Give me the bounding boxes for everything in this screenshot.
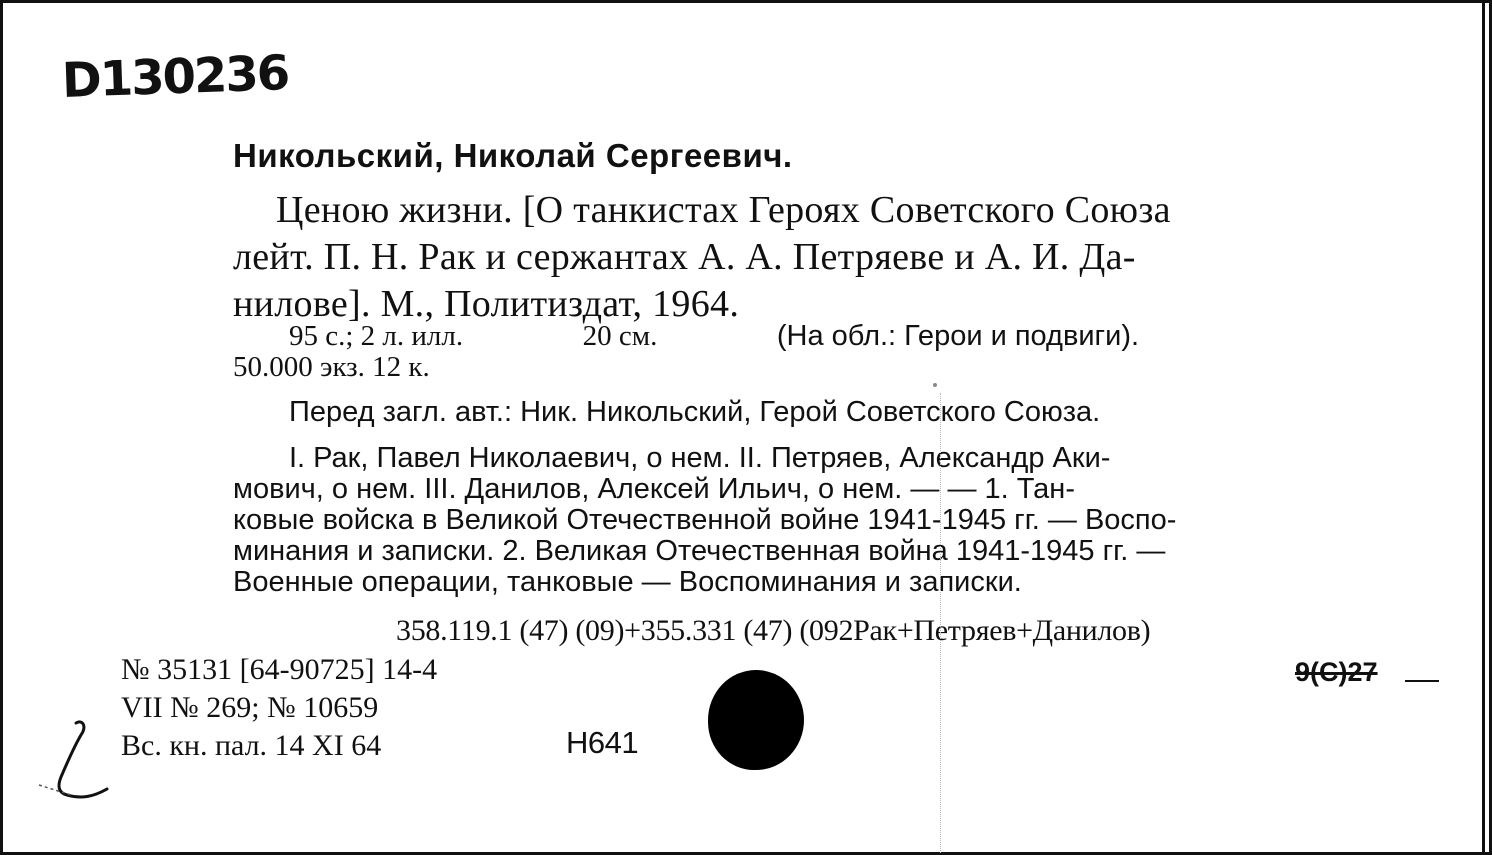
dimensions: 20 см. [582, 320, 658, 352]
subject-line: Военные операции, танковые — Воспоминания и записки. [233, 566, 1022, 598]
author-heading: Никольский, Николай Сергеевич. [233, 137, 793, 174]
author-mark-code: Н641 [566, 725, 639, 760]
title-statement [233, 187, 1408, 328]
strike-line [1405, 680, 1439, 682]
title-line: лейт. П. Н. Рак и сержантах А. А. Петряеве и А. И. Да- [233, 236, 1136, 278]
print-run: 50.000 экз. 12 к. [233, 351, 430, 383]
call-number: D130236 [61, 45, 290, 109]
physical-line [233, 321, 1413, 352]
classification-index: 358.119.1 (47) (09)+355.331 (47) (092Рак+Петряев+Данилов) [396, 614, 1151, 647]
subject-line: мович, о нем. III. Данилов, Алексей Ильич, о нем. — — 1. Тан- [233, 473, 1075, 505]
speck [933, 383, 937, 387]
title-line: Ценою жизни. [О танкистах Героях Советского Союза [276, 189, 1171, 231]
physical-description [233, 321, 1413, 383]
subject-headings [233, 443, 1413, 598]
punch-hole [708, 670, 804, 770]
note-line: Перед загл. авт.: Ник. Никольский, Герой Советского Союза. [289, 396, 1101, 428]
registration-info [121, 651, 437, 765]
hand-mark-text: 2 [71, 737, 72, 738]
subject-line: I. Рак, Павел Николаевич, о нем. II. Петряев, Александр Аки- [289, 442, 1111, 474]
subject-line: ковые войска в Великой Отечественной войне 1941-1945 гг. — Воспо- [233, 504, 1177, 536]
pagination: 95 с.; 2 л. илл. [289, 320, 464, 352]
registration-line: VII № 269; № 10659 [121, 691, 379, 724]
struck-classification: 9(С)27 [1295, 657, 1378, 687]
handwritten-mark [31, 715, 116, 815]
registration-line: Вс. кн. пал. 14 XI 64 [121, 729, 382, 762]
title-line: нилове]. М., Политиздат, 1964. [233, 283, 740, 325]
series-note: (На обл.: Герои и подвиги). [776, 320, 1140, 352]
author-note [233, 397, 1413, 428]
fold-line [940, 393, 942, 853]
registration-line: № 35131 [64-90725] 14-4 [121, 653, 438, 686]
subject-line: минания и записки. 2. Великая Отечественная война 1941-1945 гг. — [233, 535, 1166, 567]
